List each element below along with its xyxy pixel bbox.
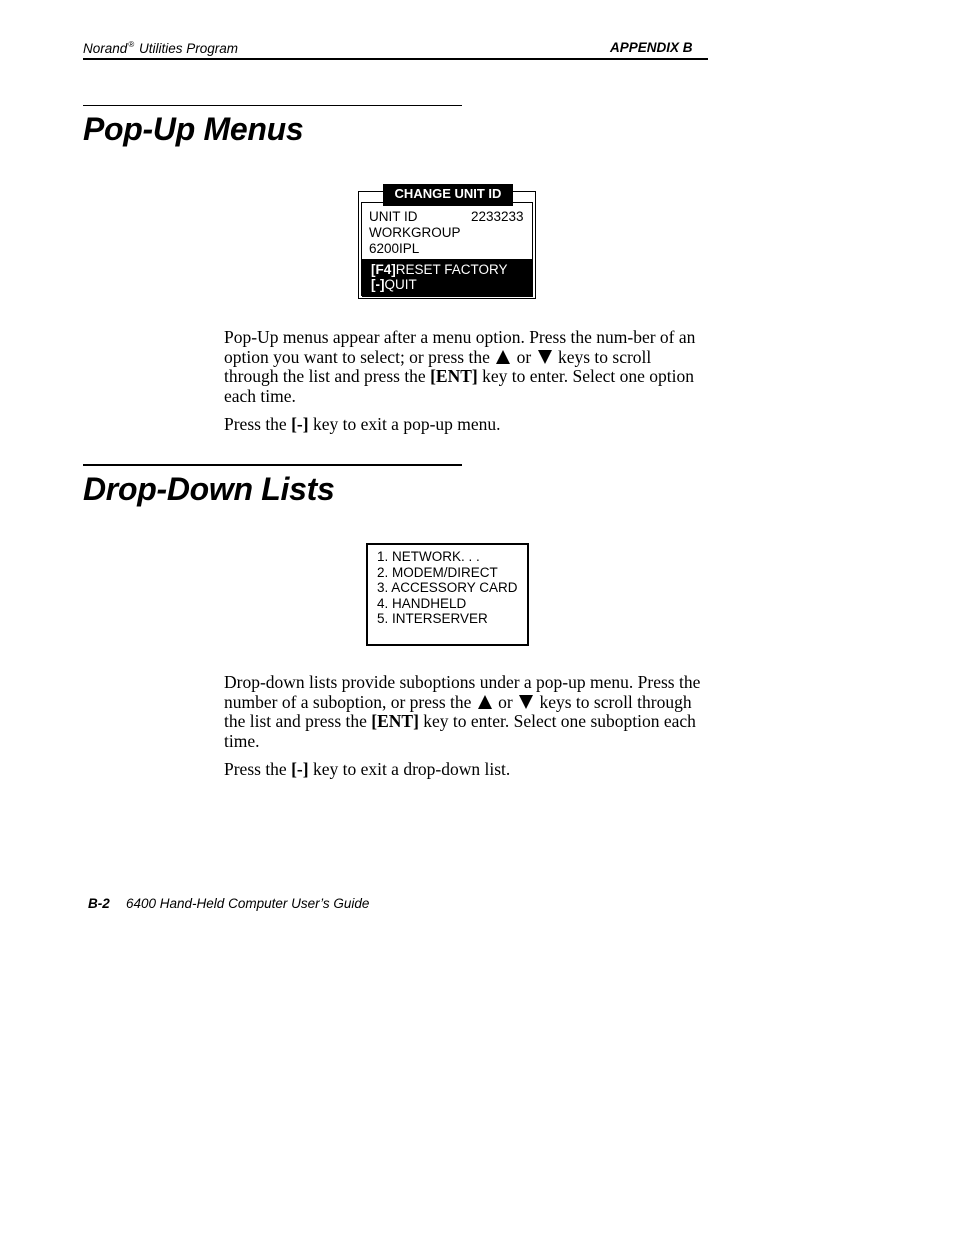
dash-key-label: [-] <box>291 414 309 434</box>
popup-description-paragraph <box>224 328 704 406</box>
softkey-dash-key: [-] <box>371 277 385 292</box>
ipl-line: 6200IPL <box>369 241 420 256</box>
ent-key-label: [ENT] <box>371 711 419 732</box>
dropdown-list-figure <box>366 543 529 646</box>
section-rule-dropdown <box>83 464 462 466</box>
dropdown-exit-text-b: key to exit a drop-down list. <box>312 759 511 779</box>
unit-id-label: UNIT ID <box>369 209 418 224</box>
list-item: 2. MODEM/DIRECT <box>377 564 498 580</box>
dropdown-para-text-d: key to enter. Select one suboption each time. <box>224 711 696 751</box>
dropdown-para-text-c: keys to scroll through the list and press the <box>224 691 692 732</box>
running-header-left <box>83 40 238 56</box>
dropdown-list <box>377 549 518 627</box>
softkey-quit <box>371 277 417 293</box>
up-arrow-icon <box>496 350 510 364</box>
popup-para-text-d: key to enter. Select one option each time. <box>224 366 694 406</box>
up-arrow-icon <box>478 695 492 709</box>
down-arrow-icon <box>538 350 552 364</box>
header-product-name: Norand <box>83 41 128 56</box>
list-item: 1. NETWORK. . . <box>377 549 480 564</box>
down-arrow-icon <box>519 695 533 709</box>
section-title-dropdown: Drop-Down Lists <box>83 471 335 507</box>
popup-para-text-c: keys to scroll through the list and press the <box>224 346 652 387</box>
softkey-f4-label: RESET FACTORY <box>395 262 508 277</box>
header-program-name: Utilities Program <box>138 41 238 56</box>
popup-para-text-or: or <box>516 346 532 367</box>
list-item: 3. ACCESSORY CARD <box>377 580 518 596</box>
dropdown-exit-text-a: Press the <box>224 759 287 779</box>
list-item: 5. INTERSERVER <box>377 611 488 627</box>
dropdown-para-text-or: or <box>498 691 513 712</box>
popup-softkey-bar <box>362 259 533 297</box>
workgroup-line: WORKGROUP <box>369 225 461 240</box>
section-title-popup: Pop-Up Menus <box>83 111 304 147</box>
popup-para-text-a: Pop-Up menus appear after a menu option. Press the num-ber of an option you want to select; or press the <box>224 327 696 367</box>
popup-exit-paragraph <box>224 415 704 435</box>
softkey-reset-factory <box>371 262 508 278</box>
popup-screen-title: CHANGE UNIT ID <box>383 184 513 206</box>
list-item: 4. HANDHELD <box>377 595 467 611</box>
softkey-quit-label: QUIT <box>384 277 417 292</box>
page-number: B-2 <box>88 896 110 911</box>
header-rule <box>83 58 708 60</box>
softkey-f4-key: [F4] <box>371 262 396 277</box>
footer-guide-title: 6400 Hand-Held Computer User’s Guide <box>126 896 370 911</box>
dropdown-exit-paragraph <box>224 760 704 780</box>
unit-id-value: 2233233 <box>471 209 524 224</box>
registered-mark: ® <box>128 40 135 49</box>
dash-key-label: [-] <box>291 759 309 779</box>
dropdown-para-text-a: Drop-down lists provide suboptions under a pop-up menu. Press the number of a suboption, or press the <box>224 672 701 712</box>
ent-key-label: [ENT] <box>430 366 478 387</box>
section-rule-popup <box>83 105 462 106</box>
popup-exit-text-a: Press the <box>224 414 287 434</box>
running-header-right: APPENDIX B <box>610 40 693 55</box>
dropdown-description-paragraph <box>224 673 704 751</box>
popup-exit-text-b: key to exit a pop-up menu. <box>312 414 501 434</box>
